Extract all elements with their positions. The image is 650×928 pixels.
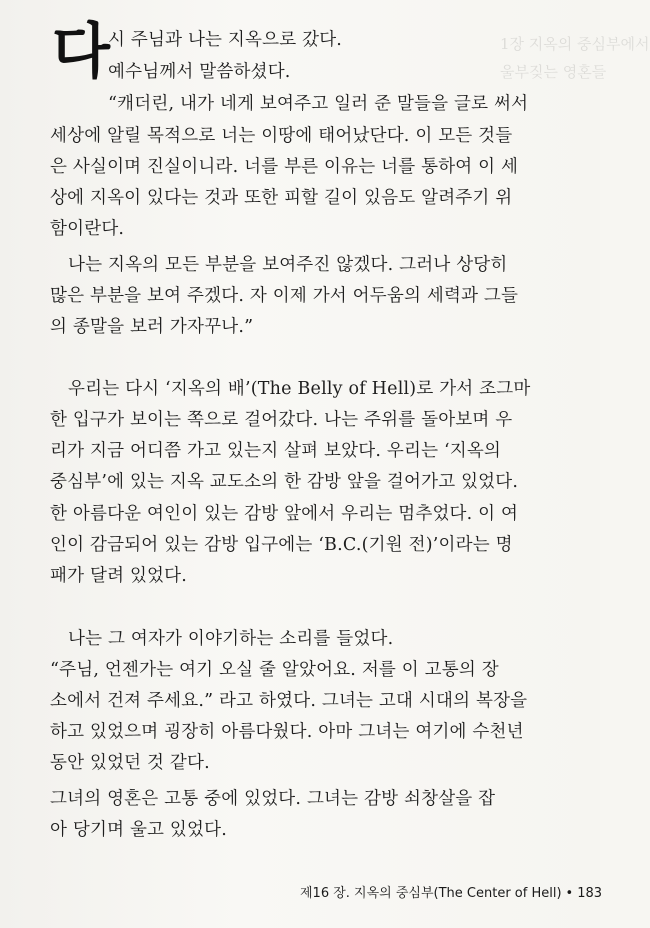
text-line: “캐더린, 내가 네게 보여주고 일러 준 말들을 글로 써서 (108, 94, 529, 114)
text-line: 함이란다. (50, 219, 125, 239)
text-line: 한 아름다운 여인이 있는 감방 앞에서 우리는 멈추었다. 이 여 (50, 504, 519, 524)
text-line: 아 당기며 울고 있었다. (50, 820, 227, 840)
text-line: 많은 부분을 보여 주겠다. 자 이제 가서 어두움의 세력과 그들 (50, 286, 519, 306)
bleed-line: 울부짖는 영혼들 (500, 63, 607, 81)
text-line: 한 입구가 보이는 쪽으로 걸어갔다. 나는 주위를 돌아보며 우 (50, 410, 513, 430)
text-line: 나는 그 여자가 이야기하는 소리를 들었다. (68, 629, 394, 649)
text-line: 나는 지옥의 모든 부분을 보여주진 않겠다. 그러나 상당히 (68, 255, 508, 275)
text-line: 하고 있었으며 굉장히 아름다웠다. 아마 그녀는 여기에 수천년 (50, 722, 524, 742)
text-line: 예수님께서 말씀하셨다. (108, 62, 291, 82)
text-line: 의 종말을 보러 가자꾸나.” (50, 317, 254, 337)
text-line: 동안 있었던 것 같다. (50, 753, 210, 773)
page-number: 183 (577, 886, 603, 901)
text-line: 패가 달려 있었다. (50, 566, 188, 586)
text-line: 시 주님과 나는 지옥으로 갔다. (108, 30, 343, 50)
text-line: 그녀의 영혼은 고통 중에 있었다. 그녀는 감방 쇠창살을 잡 (50, 789, 496, 809)
text-line: 소에서 건져 주세요.” 라고 하였다. 그녀는 고대 시대의 복장을 (50, 691, 528, 711)
text-line: 중심부’에 있는 지옥 교도소의 한 감방 앞을 걸어가고 있었다. (50, 472, 519, 492)
text-line: 리가 지금 어디쯤 가고 있는지 살펴 보았다. 우리는 ‘지옥의 (50, 441, 502, 461)
text-line: 세상에 알릴 목적으로 너는 이땅에 태어났단다. 이 모든 것들 (50, 126, 513, 146)
text-line: “주님, 언젠가는 여기 오실 줄 알았어요. 저를 이 고통의 장 (50, 660, 499, 680)
text-line: 은 사실이며 진실이니라. 너를 부른 이유는 너를 통하여 이 세 (50, 157, 519, 177)
text-line: 상에 지옥이 있다는 것과 또한 피할 길이 있음도 알려주기 위 (50, 188, 513, 208)
bleed-line: 1장 지옥의 중심부에서 (500, 35, 650, 53)
page-footer (300, 884, 603, 904)
footer-separator: • (565, 886, 574, 901)
text-line: 우리는 다시 ‘지옥의 배’(The Belly of Hell)로 가서 조그마 (68, 379, 531, 399)
text-line: 인이 감금되어 있는 감방 입구에는 ‘B.C.(기원 전)’이라는 명 (50, 535, 513, 555)
drop-cap: 다 (52, 17, 110, 87)
running-chapter-title: 제16 장. 지옥의 중심부(The Center of Hell) (300, 886, 562, 901)
